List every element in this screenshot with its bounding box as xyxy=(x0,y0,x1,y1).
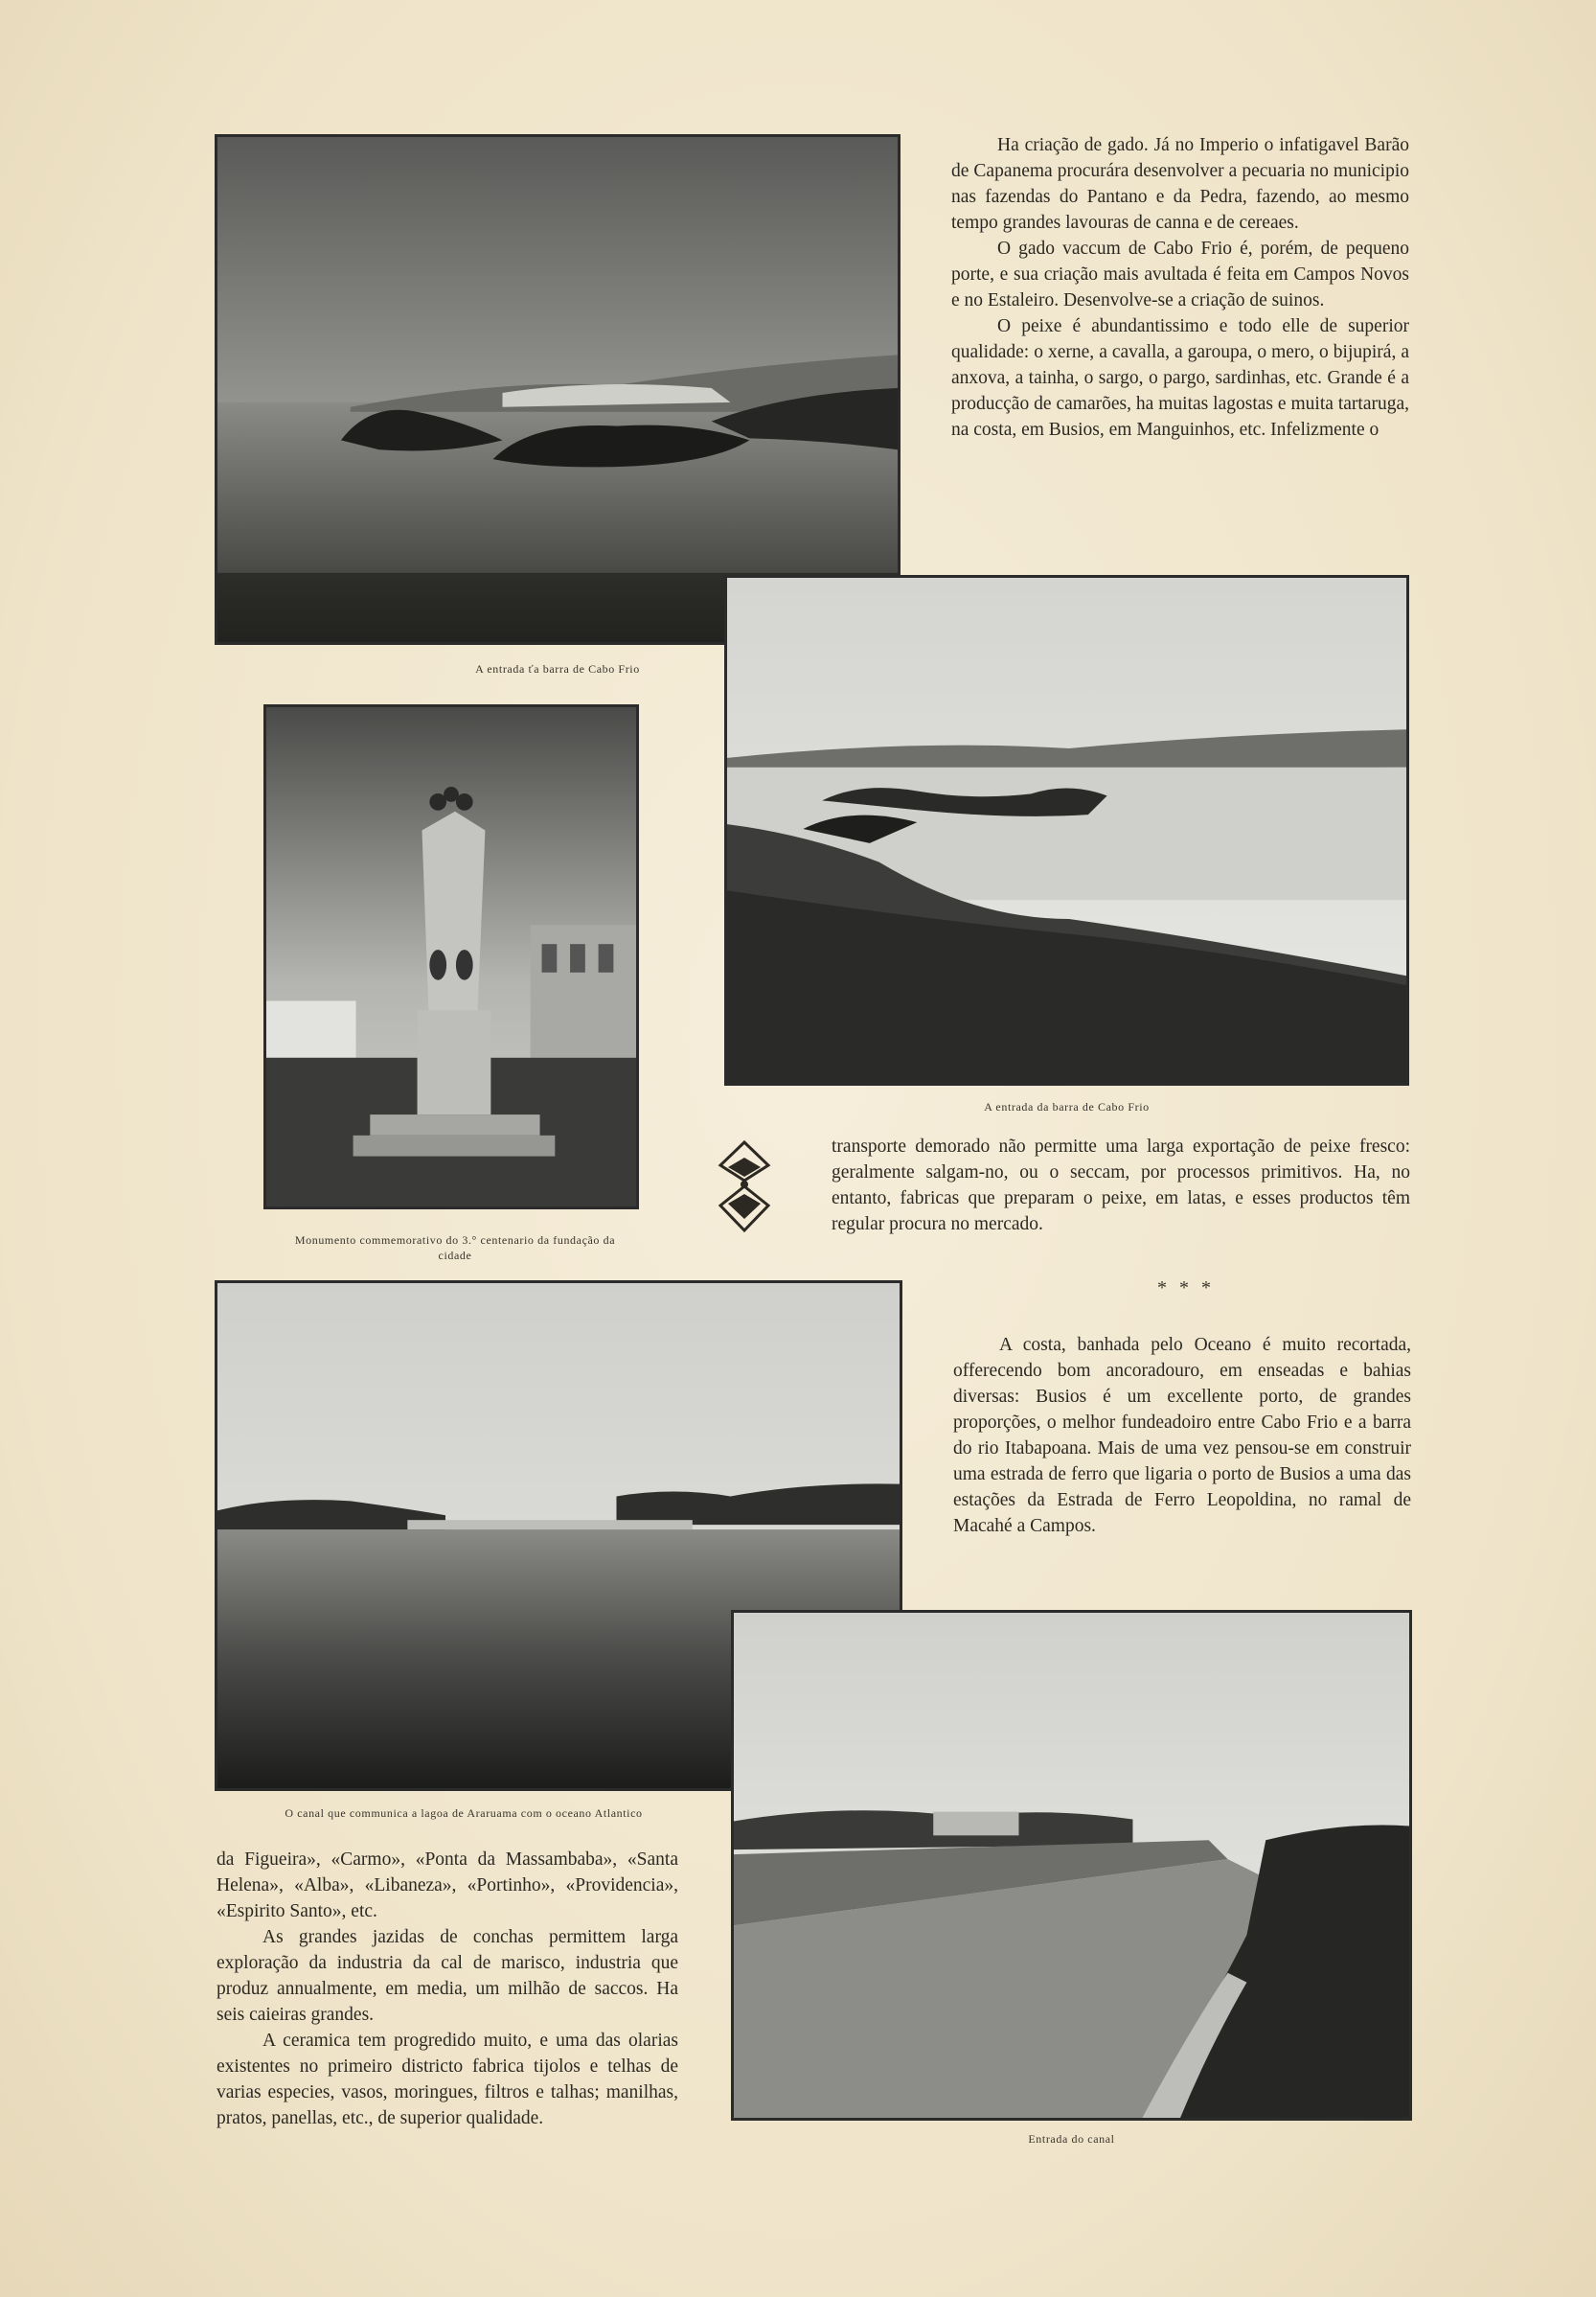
caption-photo-3: A entrada da barra de Cabo Frio xyxy=(984,1100,1150,1114)
paragraph-ceramica: A ceramica tem progredido muito, e uma das olarias existentes no primeiro districto fabrica tijolos e telhas de varias especies, vasos, moringues, filtros e talhas; manilhas, pratos, panellas, etc., de superior qualidade. xyxy=(217,2031,678,2128)
paragraph-transporte: transporte demorado não permitte uma larga exportação de peixe fresco: geralmente salgam-no, ou o seccam, por processos primitivos. Ha, no entanto, fabricas que preparam o peixe, em latas, e esses productos têm regular procura no mercado. xyxy=(832,1137,1410,1234)
paragraph-cattle: Ha criação de gado. Já no Imperio o infatigavel Barão de Capanema procurára desenvolver a pecuaria no municipio nas fazendas do Pantano e da Pedra, fazendo, ao mesmo tempo grandes lavouras de canna e de cereaes. xyxy=(951,135,1409,233)
photo-barra-entrance-1 xyxy=(215,134,901,645)
photo-barra-entrance-2 xyxy=(724,575,1409,1086)
photo-canal-entrance xyxy=(731,1610,1412,2121)
paragraph-costa: A costa, banhada pelo Oceano é muito recortada, offerecendo bom ancoradouro, em enseadas e bahias diversas: Busios é um excellente porto, de grandes proporções, o melhor fundeadoiro entre Cabo Frio e a barra do rio Itabapoana. Mais de uma vez pensou-se em construir uma estrada de ferro que ligaria o porto de Busios a uma das estações da Estrada de Ferro Leopoldina, no ramal de Macahé a Campos. xyxy=(953,1335,1411,1536)
caption-photo-1: A entrada ťa barra de Cabo Frio xyxy=(475,662,640,676)
text-column-top-right xyxy=(951,132,1409,443)
caption-photo-4: O canal que communica a lagoa de Araruama com o oceano Atlantico xyxy=(285,1806,643,1820)
paragraph-figueira: da Figueira», «Carmo», «Ponta da Massambaba», «Santa Helena», «Alba», «Libaneza», «Portinho», «Providencia», «Espirito Santo», etc. xyxy=(217,1849,678,1921)
section-divider-asterisks: * * * xyxy=(1157,1277,1215,1298)
paragraph-conchas: As grandes jazidas de conchas permittem larga exploração da industria da cal de marisco, industria que produz annualmente, em media, um milhão de saccos. Ha seis caieiras grandes. xyxy=(217,1927,678,2025)
paragraph-gado-vaccum: O gado vaccum de Cabo Frio é, porém, de pequeno porte, e sua criação mais avultada é feita em Campos Novos e no Estaleiro. Desenvolve-se a criação de suinos. xyxy=(951,239,1409,310)
text-block-middle xyxy=(832,1134,1410,1237)
photo-monument xyxy=(263,704,639,1209)
caption-photo-5: Entrada do canal xyxy=(1028,2132,1115,2146)
triple-shield-emblem-icon xyxy=(717,1138,772,1234)
text-column-bottom-left xyxy=(217,1847,678,2131)
caption-photo-2: Monumento commemorativo do 3.° centenario da fundação da cidade xyxy=(294,1233,616,1262)
text-column-coast xyxy=(953,1332,1411,1539)
paragraph-peixe: O peixe é abundantissimo e todo elle de superior qualidade: o xerne, a cavalla, a garoupa, o mero, o bijupirá, a anxova, a tainha, o sargo, o pargo, sardinhas, etc. Grande é a producção de camarões, ha muitas lagostas e muita tartaruga, na costa, em Busios, em Manguinhos, etc. Infelizmente o xyxy=(951,316,1409,440)
